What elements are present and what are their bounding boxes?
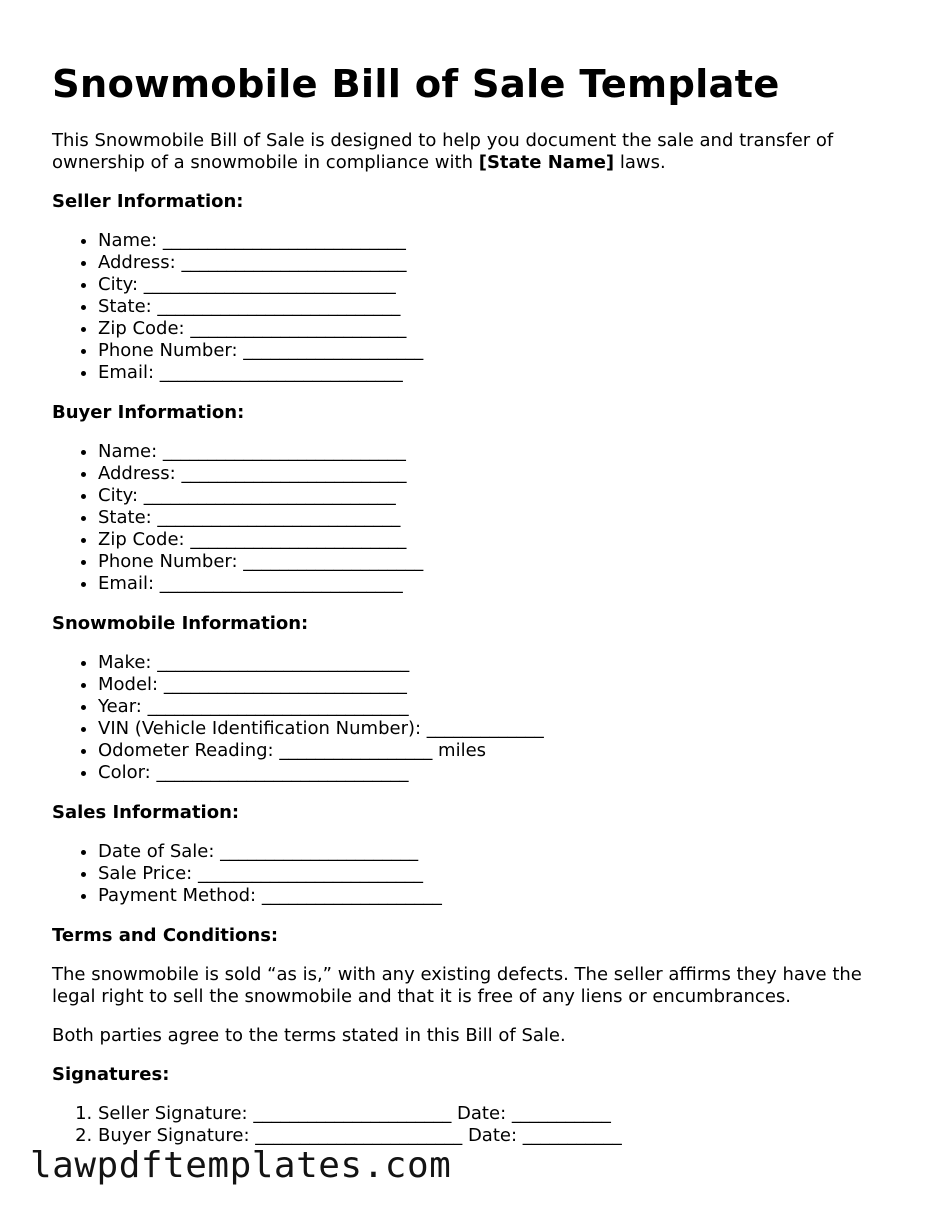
sale-price-field: • Sale Price: _________________________ (98, 863, 892, 885)
buyer-phone-field: • Phone Number: ____________________ (98, 551, 892, 573)
payment-method-field: • Payment Method: ____________________ (98, 885, 892, 907)
seller-fields-list (52, 230, 892, 384)
seller-address-field: • Address: _________________________ (98, 252, 892, 274)
seller-name-field: • Name: ___________________________ (98, 230, 892, 252)
agreement-paragraph: Both parties agree to the terms stated in this Bill of Sale. (52, 1025, 566, 1047)
buyer-fields-list (52, 441, 892, 595)
date-of-sale-field: • Date of Sale: ______________________ (98, 841, 892, 863)
buyer-city-field: • City: ____________________________ (98, 485, 892, 507)
watermark: lawpdftemplates.com (30, 1145, 452, 1186)
odometer-field: • Odometer Reading: _________________ miles (98, 740, 892, 762)
buyer-address-field: • Address: _________________________ (98, 463, 892, 485)
make-field: • Make: ____________________________ (98, 652, 892, 674)
buyer-state-field: • State: ___________________________ (98, 507, 892, 529)
signatures-list (52, 1103, 892, 1147)
seller-zip-field: • Zip Code: ________________________ (98, 318, 892, 340)
seller-heading: Seller Information: (52, 191, 244, 213)
buyer-zip-field: • Zip Code: ________________________ (98, 529, 892, 551)
buyer-heading: Buyer Information: (52, 402, 245, 424)
color-field: • Color: ____________________________ (98, 762, 892, 784)
intro-text: This Snowmobile Bill of Sale is designed to help you document the sale and transfer of ownership of a snowmobile in compliance with (52, 130, 834, 174)
seller-state-field: • State: ___________________________ (98, 296, 892, 318)
document-page (52, 62, 892, 1165)
seller-city-field: • City: ____________________________ (98, 274, 892, 296)
model-field: • Model: ___________________________ (98, 674, 892, 696)
sales-heading: Sales Information: (52, 802, 240, 824)
terms-heading: Terms and Conditions: (52, 925, 279, 947)
buyer-email-field: • Email: ___________________________ (98, 573, 892, 595)
snowmobile-heading: Snowmobile Information: (52, 613, 309, 635)
sales-fields-list (52, 841, 892, 907)
seller-phone-field: • Phone Number: ____________________ (98, 340, 892, 362)
intro-paragraph (52, 130, 892, 174)
document-title: Snowmobile Bill of Sale Template (52, 62, 780, 107)
buyer-signature-line: 2. Buyer Signature: _______________________ Date: ___________ (98, 1125, 892, 1147)
snowmobile-fields-list (52, 652, 892, 784)
state-name-placeholder: [State Name] (478, 152, 615, 174)
seller-email-field: • Email: ___________________________ (98, 362, 892, 384)
signatures-heading: Signatures: (52, 1064, 170, 1086)
vin-field: • VIN (Vehicle Identification Number): _____________ (98, 718, 892, 740)
year-field: • Year: _____________________________ (98, 696, 892, 718)
buyer-name-field: • Name: ___________________________ (98, 441, 892, 463)
seller-signature-line: 1. Seller Signature: ______________________ Date: ___________ (98, 1103, 892, 1125)
terms-paragraph: The snowmobile is sold “as is,” with any existing defects. The seller affirms they have the legal right to sell the snowmobile and that it is free of any liens or encumbrances. (52, 964, 862, 1008)
intro-text-end: laws. (614, 152, 666, 174)
